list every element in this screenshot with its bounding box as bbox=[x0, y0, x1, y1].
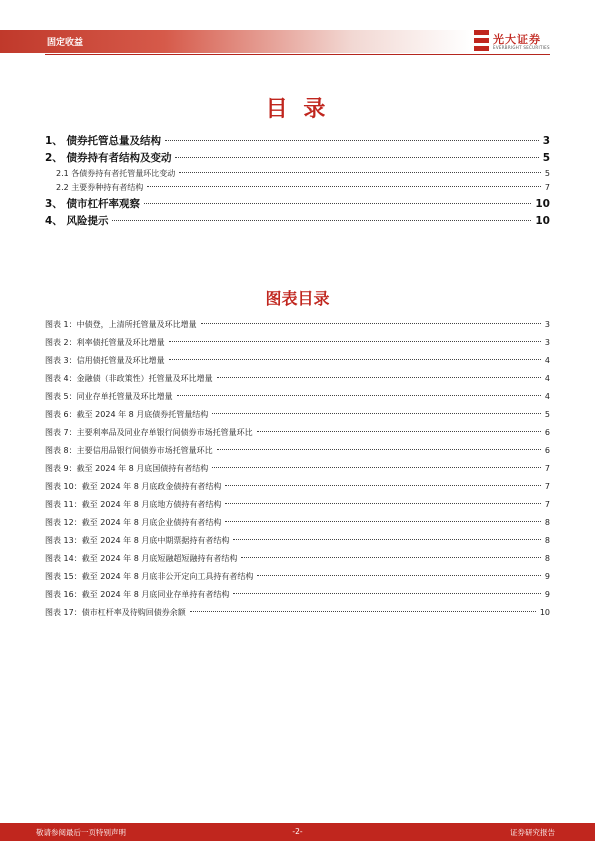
figure-item-page: 8 bbox=[544, 554, 550, 563]
toc-item[interactable] bbox=[45, 196, 550, 211]
figure-item[interactable] bbox=[45, 589, 550, 600]
figure-item-page: 7 bbox=[544, 482, 550, 491]
figure-item-page: 5 bbox=[544, 410, 550, 419]
leader-dots bbox=[212, 413, 541, 414]
figure-item[interactable] bbox=[45, 553, 550, 564]
header-rule bbox=[45, 54, 550, 55]
leader-dots bbox=[257, 431, 541, 432]
figure-item-page: 6 bbox=[544, 446, 550, 455]
toc-item-label: 4、 风险提示 bbox=[45, 215, 109, 227]
figure-item[interactable] bbox=[45, 319, 550, 330]
figure-item-page: 8 bbox=[544, 518, 550, 527]
figure-item-label: 图表 12：截至 2024 年 8 月底企业债持有者结构 bbox=[45, 518, 222, 527]
toc-item-label: 2.2 主要券种持有者结构 bbox=[56, 183, 144, 192]
leader-dots bbox=[144, 203, 531, 204]
figure-item-page: 3 bbox=[544, 338, 550, 347]
toc-subitem[interactable] bbox=[45, 168, 550, 179]
figure-item-page: 4 bbox=[544, 392, 550, 401]
figure-item-page: 9 bbox=[544, 590, 550, 599]
figure-item[interactable] bbox=[45, 535, 550, 546]
figure-item[interactable] bbox=[45, 499, 550, 510]
figure-item[interactable] bbox=[45, 571, 550, 582]
figure-item-label: 图表 17：债市杠杆率及待购回债券余额 bbox=[45, 608, 186, 617]
leader-dots bbox=[225, 485, 541, 486]
toc-item-page: 3 bbox=[542, 135, 550, 147]
leader-dots bbox=[190, 611, 536, 612]
leader-dots bbox=[233, 593, 541, 594]
brand-subtitle: EVERBRIGHT SECURITIES bbox=[493, 45, 550, 50]
leader-dots bbox=[112, 220, 531, 221]
figure-item-label: 图表 16：截至 2024 年 8 月底同业存单持有者结构 bbox=[45, 590, 230, 599]
leader-dots bbox=[217, 377, 541, 378]
brand-mark-icon bbox=[474, 30, 489, 51]
toc-subitem[interactable] bbox=[45, 182, 550, 193]
toc-item[interactable] bbox=[45, 133, 550, 148]
figure-item[interactable] bbox=[45, 481, 550, 492]
toc-item-page: 10 bbox=[535, 215, 550, 227]
brand-logo bbox=[474, 30, 554, 54]
leader-dots bbox=[225, 503, 541, 504]
figure-item-page: 4 bbox=[544, 356, 550, 365]
figure-item-page: 4 bbox=[544, 374, 550, 383]
toc-item-page: 7 bbox=[544, 183, 550, 192]
toc-item-page: 5 bbox=[542, 152, 550, 164]
figure-item-label: 图表 8：主要信用品银行间债券市场托管量环比 bbox=[45, 446, 213, 455]
figure-item-page: 10 bbox=[539, 608, 550, 617]
figure-item-label: 图表 7：主要利率品及同业存单银行间债券市场托管量环比 bbox=[45, 428, 253, 437]
leader-dots bbox=[241, 557, 541, 558]
toc-item-page: 5 bbox=[544, 169, 550, 178]
section-tag: 固定收益 bbox=[47, 38, 84, 48]
figure-item-label: 图表 13：截至 2024 年 8 月底中期票据持有者结构 bbox=[45, 536, 230, 545]
figure-item[interactable] bbox=[45, 427, 550, 438]
leader-dots bbox=[257, 575, 541, 576]
figure-item-label: 图表 6：截至 2024 年 8 月底债券托管量结构 bbox=[45, 410, 209, 419]
figures-title: 图表目录 bbox=[265, 289, 330, 308]
footer-disclaimer[interactable]: 敬请参阅最后一页特别声明 bbox=[36, 828, 126, 837]
footer-bar bbox=[0, 823, 595, 841]
toc-title: 目 录 bbox=[265, 96, 330, 122]
figure-item-page: 6 bbox=[544, 428, 550, 437]
toc-item-label: 1、 债券托管总量及结构 bbox=[45, 135, 161, 147]
leader-dots bbox=[217, 449, 541, 450]
figure-item-label: 图表 1：中债登，上清所托管量及环比增量 bbox=[45, 320, 197, 329]
figure-item-label: 图表 14：截至 2024 年 8 月底短融超短融持有者结构 bbox=[45, 554, 238, 563]
page-number: -2- bbox=[292, 827, 303, 836]
leader-dots bbox=[225, 521, 541, 522]
leader-dots bbox=[147, 186, 541, 187]
figure-item-label: 图表 5：同业存单托管量及环比增量 bbox=[45, 392, 173, 401]
toc-item[interactable] bbox=[45, 150, 550, 165]
figure-item[interactable] bbox=[45, 607, 550, 618]
figure-item-label: 图表 4：金融债（非政策性）托管量及环比增量 bbox=[45, 374, 213, 383]
toc-item-page: 10 bbox=[535, 198, 550, 210]
figure-item-page: 3 bbox=[544, 320, 550, 329]
figure-item-page: 7 bbox=[544, 500, 550, 509]
leader-dots bbox=[233, 539, 541, 540]
leader-dots bbox=[177, 395, 541, 396]
leader-dots bbox=[175, 157, 538, 158]
figure-item-label: 图表 15：截至 2024 年 8 月底非公开定向工具持有者结构 bbox=[45, 572, 254, 581]
figure-item[interactable] bbox=[45, 517, 550, 528]
figure-item[interactable] bbox=[45, 355, 550, 366]
figure-item[interactable] bbox=[45, 409, 550, 420]
figure-item[interactable] bbox=[45, 391, 550, 402]
figure-item[interactable] bbox=[45, 373, 550, 384]
figure-item-page: 9 bbox=[544, 572, 550, 581]
figure-item-label: 图表 2：利率债托管量及环比增量 bbox=[45, 338, 165, 347]
toc-item[interactable] bbox=[45, 213, 550, 228]
footer-report-type: 证券研究报告 bbox=[510, 828, 555, 837]
leader-dots bbox=[169, 341, 541, 342]
figure-item[interactable] bbox=[45, 445, 550, 456]
figure-item-label: 图表 10：截至 2024 年 8 月底政金债持有者结构 bbox=[45, 482, 222, 491]
toc-item-label: 2.1 各债券持有者托管量环比变动 bbox=[56, 169, 176, 178]
figure-item-page: 7 bbox=[544, 464, 550, 473]
figure-item[interactable] bbox=[45, 337, 550, 348]
leader-dots bbox=[165, 140, 539, 141]
toc-item-label: 2、 债券持有者结构及变动 bbox=[45, 152, 172, 164]
figure-item-page: 8 bbox=[544, 536, 550, 545]
figure-item-label: 图表 11：截至 2024 年 8 月底地方债持有者结构 bbox=[45, 500, 222, 509]
leader-dots bbox=[169, 359, 541, 360]
figure-item[interactable] bbox=[45, 463, 550, 474]
leader-dots bbox=[201, 323, 541, 324]
toc-item-label: 3、 债市杠杆率观察 bbox=[45, 198, 140, 210]
brand-name: 光大证券 bbox=[493, 33, 541, 46]
leader-dots bbox=[179, 172, 541, 173]
figure-item-label: 图表 3：信用债托管量及环比增量 bbox=[45, 356, 165, 365]
leader-dots bbox=[212, 467, 541, 468]
figure-item-label: 图表 9：截至 2024 年 8 月底国债持有者结构 bbox=[45, 464, 209, 473]
